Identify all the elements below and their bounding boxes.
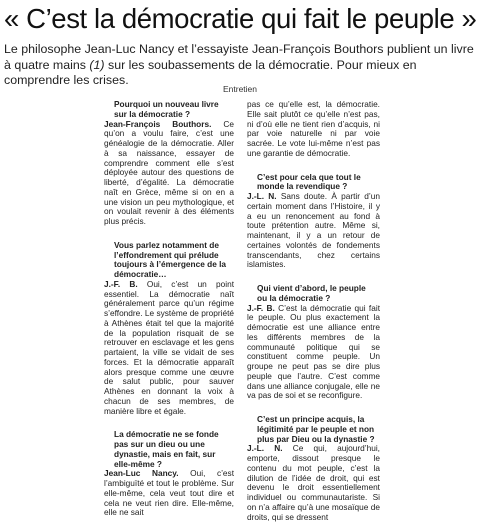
answer-text: C’est la démocratie qui fait le peuple. Ou plus exactement la démocratie est une alliance entre les différents membres de la communauté politique qui se constituent comme peuple. Un groupe ne peut pas se dire plus peuple que l’autre. C’est comme dans une alliance conjugale, elle ne va pas de soi et se reconfigure. <box>247 302 380 401</box>
answer-text: Ce qui, aujourd’hui, emporte, dissout presque le contenu du mot peuple, c’est la dilution de l’idée de droit, qui est devenu le droit essentiellement individuel ou communautariste. Si on n’a affaire qu’à une mosaïque de droits, qui se dressent <box>247 443 380 522</box>
speaker-name: J.-F. B. <box>247 302 275 313</box>
interview-question: Pourquoi un nouveau livre sur la démocratie ? <box>114 99 219 119</box>
article-headline: « C’est la démocratie qui fait le peuple » <box>4 3 477 34</box>
interview-answer <box>104 280 234 417</box>
interview-question: C’est un principe acquis, la légitimité par le peuple et non plus par Dieu ou la dynastie ? <box>257 414 375 444</box>
interview-answer <box>247 444 380 522</box>
speaker-name: J.-L. N. <box>247 443 283 454</box>
interview-answer <box>247 192 380 270</box>
interview-question: Qui vient d’abord, le peuple ou la démocratie ? <box>257 283 366 303</box>
answer-text: Ce qu’on a voulu faire, c’est une généalogie de la démocratie. Aller à sa naissance, essayer de comprendre comment elle s’est déployée autour des questions de liberté, d’égalité. La démocratie naît en Grèce, même si on en a une vision un peu mythologique, et on voulait revenir à des éléments plus précis. <box>104 118 234 226</box>
speaker-name: J.-L. N. <box>247 191 277 201</box>
interview-question: C’est pour cela que tout le monde la revendique ? <box>257 171 361 192</box>
interview-answer <box>247 304 380 402</box>
answer-continuation <box>247 100 380 159</box>
interview-question: Vous parlez notamment de l’effondrement qui prélude toujours à l’émergence de la démocratie… <box>114 239 227 279</box>
interview-question: La démocratie ne se fonde pas sur un dieu ou une dynastie, mais en fait, sur elle-même ? <box>114 429 219 469</box>
interview-answer <box>104 469 234 518</box>
answer-text: pas ce qu’elle est, la démocratie. Elle sait plutôt ce qu’elle n’est pas, ni d’où elle ne tient rien d’acquis, ni par voie naturelle ni par voie sacrée. Le vote lui-même n’est pas une garantie de démocratie. <box>247 99 380 158</box>
standfirst-text-2: sur les soubassements de la démocratie. Pour mieux en comprendre les crises. <box>4 57 417 87</box>
section-rubric: Entretien <box>222 84 258 94</box>
answer-text: Oui, c’est un point essentiel. La démocratie naît généralement parce qu’un régime s’effondre. Le système de propriété à Athènes était tel que la majorité de la population risquait de se retrouver en esclavage et les gens partaient, la ville se vidait de ses forces. Et la démocratie apparaît alors presque comme une œuvre de salut public, pour sauver Athènes en donnant la voix à chacun de ses membres, de manière libre et égale. <box>104 278 234 416</box>
answer-text: Sans doute. À partir d’un certain moment dans l’Histoire, il y a eu un renoncement au fond à toute prétention autre. Même si, maintenant, il y a un retour de certaines volontés de fondements transcendants, chez certains islamistes. <box>247 191 380 270</box>
answer-text: Oui, c’est l’ambiguïté et tout le problème. Sur elle-même, cela veut tout dire et cela ne veut rien dire. Elle-même, elle ne sait <box>104 468 235 518</box>
standfirst-text-1: Le philosophe Jean-Luc Nancy et l’essayiste Jean-François Bouthors publient un livre à quatre mains <box>4 42 474 72</box>
speaker-name: Jean-Luc Nancy. <box>104 468 179 479</box>
speaker-name: Jean-François Bouthors. <box>104 118 212 129</box>
footnote-marker: (1) <box>89 57 105 72</box>
article-column-left <box>104 100 234 518</box>
article-column-right <box>247 100 380 522</box>
interview-answer <box>104 120 234 227</box>
article-standfirst <box>4 42 474 89</box>
speaker-name: J.-F. B. <box>104 278 138 289</box>
